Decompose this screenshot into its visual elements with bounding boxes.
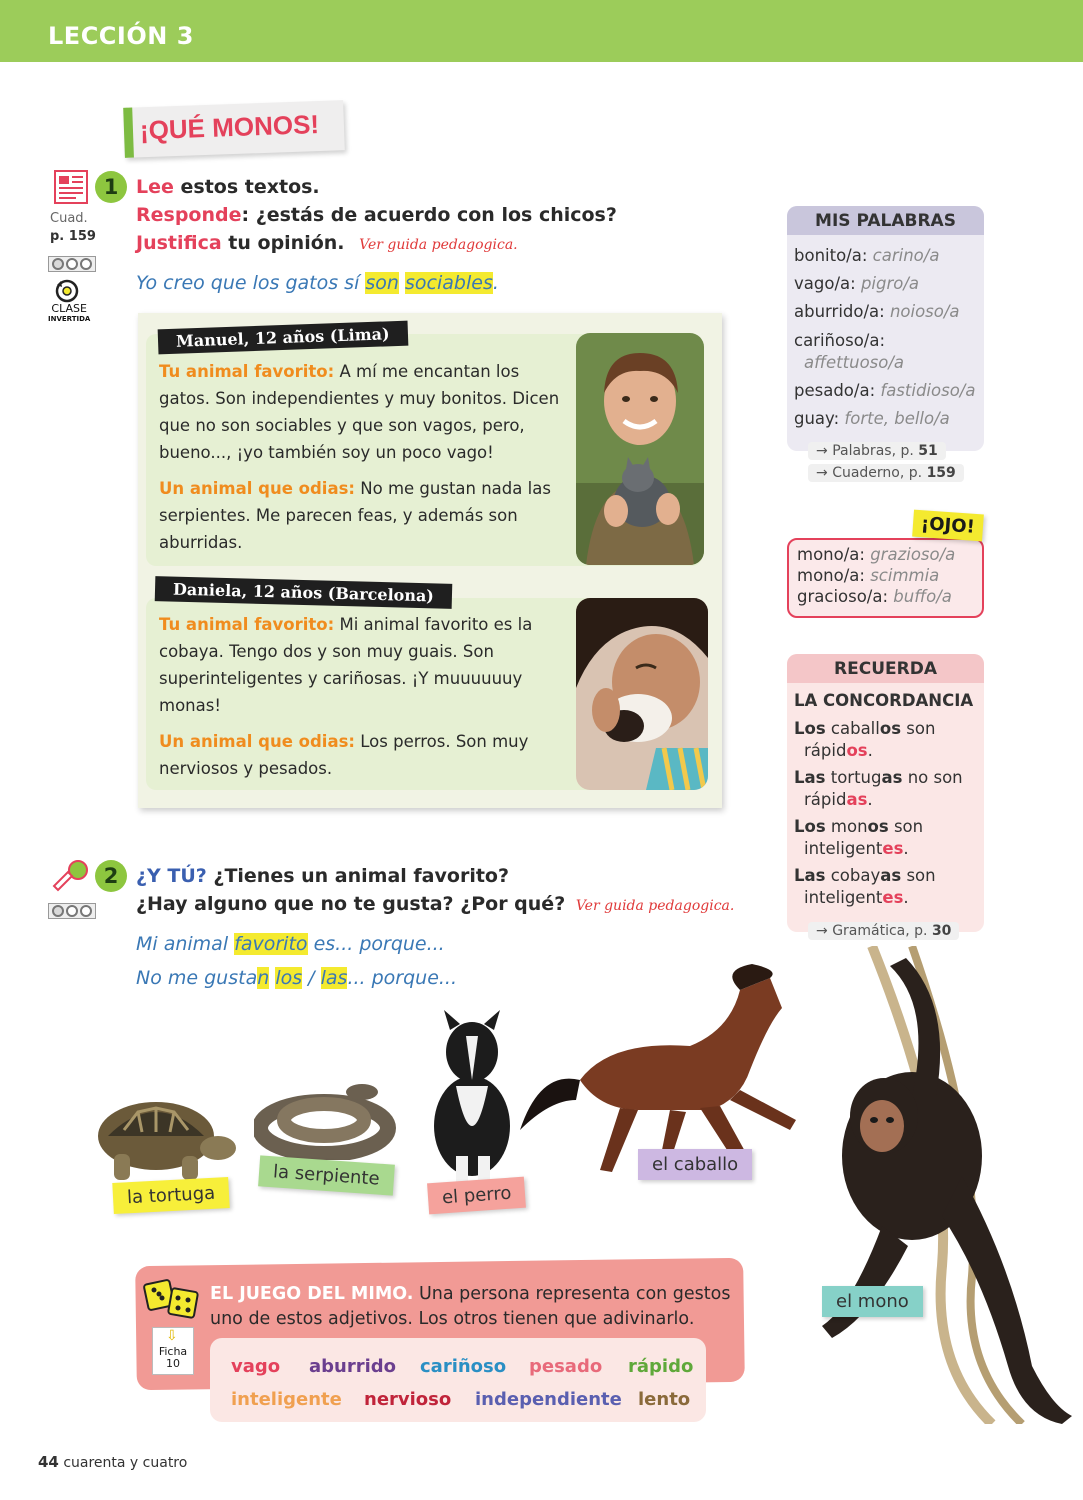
instruction-line-3: Justifica tu opinión. Ver guida pedagogica. (136, 232, 518, 254)
teacher-guide-hint-2: Ver guida pedagogica. (575, 898, 735, 914)
recuerda-content: LA CONCORDANCIA Los caballos son rápidos. Las tortugas no son rápidas. Los monos son inteligentes. Las cobayas son inteligentes. (794, 691, 974, 907)
lesson-title: LECCIÓN 3 (48, 22, 194, 50)
label-serpiente: la serpiente (258, 1155, 394, 1195)
adjectives-box (210, 1338, 706, 1422)
difficulty-indicator-2 (48, 903, 96, 919)
ex2-example-2: No me gustan los / las... porque... (136, 967, 458, 989)
word-pesado: pesado (529, 1356, 603, 1377)
exercise-2-number: 2 (95, 860, 127, 892)
difficulty-indicator (48, 256, 96, 272)
perro-image (426, 1006, 518, 1186)
ojo-label: ¡OJO! (912, 510, 983, 542)
instruction-line-1: Lee estos textos. (136, 176, 320, 198)
palabras-ref[interactable]: → Palabras, p. 51 (808, 442, 946, 460)
speaking-icon (52, 858, 90, 898)
recuerda-title: RECUERDA (787, 654, 984, 683)
example-sentence: Yo creo que los gatos sí son sociables. (136, 272, 499, 294)
page-number: 44 cuarenta y cuatro (38, 1453, 188, 1471)
mono-image (812, 946, 1080, 1428)
label-caballo: el caballo (638, 1149, 752, 1180)
ex2-line-1: ¿Y TÚ? ¿Tienes un animal favorito? (136, 865, 509, 887)
ojo-list: mono/a: grazioso/a mono/a: scimmia gracioso/a: buffo/a (797, 545, 956, 606)
exercise-1-number: 1 (95, 171, 127, 203)
ex2-line-2: ¿Hay alguno que no te gusta? ¿Por qué? Ver guida pedagogica. (136, 893, 735, 915)
card-daniela-text: Tu animal favorito: Mi animal favorito es la cobaya. Tengo dos y son muy guais. Son superinteligentes y cariñosas. ¡Y muuuuuuy monas! Un animal que odias: Los perros. Son muy nerviosos y pesados. (159, 615, 533, 778)
label-tortuga: la tortuga (112, 1177, 230, 1214)
mis-palabras-title: MIS PALABRAS (787, 206, 984, 235)
word-inteligente: inteligente (231, 1389, 342, 1410)
label-perro: el perro (427, 1177, 526, 1215)
word-aburrido: aburrido (309, 1356, 397, 1377)
serpiente-image (254, 1080, 400, 1164)
word-vago: vago (231, 1356, 281, 1377)
cuaderno-ref: Cuad. p. 159 (50, 211, 96, 244)
daniela-photo (576, 598, 708, 790)
label-mono: el mono (822, 1286, 923, 1317)
ficha-card[interactable]: ⇩ Ficha 10 (152, 1327, 194, 1375)
word-independiente: independiente (475, 1389, 622, 1410)
instruction-line-2: Responde: ¿estás de acuerdo con los chicos? (136, 204, 617, 226)
tortuga-image (78, 1092, 240, 1188)
word-lento: lento (638, 1389, 691, 1410)
clase-invertida-label: CLASE INVERTIDA (48, 302, 91, 323)
cuaderno-page-ref[interactable]: → Cuaderno, p. 159 (808, 464, 964, 482)
title-banner (123, 100, 345, 158)
gramatica-ref[interactable]: → Gramática, p. 30 (808, 922, 959, 940)
game-instructions: EL JUEGO DEL MIMO. Una persona representa con gestos uno de estos adjetivos. Los otros tienen que adivinarlo. (210, 1284, 731, 1329)
dice-icon (142, 1274, 202, 1328)
card-daniela-name: Daniela, 12 años (Barcelona) (155, 576, 452, 609)
reading-icon (54, 170, 88, 208)
teacher-guide-hint: Ver guida pedagogica. (359, 237, 518, 253)
ex2-example-1: Mi animal favorito es... porque... (136, 933, 445, 955)
mis-palabras-list: bonito/a: carino/a vago/a: pigro/a aburrido/a: noioso/a cariñoso/a: affettuoso/a pesado/a: fastidioso/a guay: forte, bello/a (794, 246, 976, 428)
card-manuel-text: Tu animal favorito: A mí me encantan los gatos. Son independientes y muy bonitos. Dicen que no son sociables y que son vagos, pero, bueno..., ¡yo también soy un poco vago! Un animal que odias: No me gustan nada las serpientes. Me parecen feas, y además son aburridas. (159, 362, 560, 552)
page-title: ¡QUÉ MONOS! (139, 109, 320, 146)
word-carinoso: cariñoso (420, 1356, 507, 1377)
word-rapido: rápido (628, 1356, 694, 1377)
word-nervioso: nervioso (364, 1389, 452, 1410)
down-arrow-icon: ⇩ (166, 1328, 178, 1344)
manuel-photo (576, 333, 704, 565)
card-manuel-name: Manuel, 12 años (Lima) (158, 321, 408, 355)
